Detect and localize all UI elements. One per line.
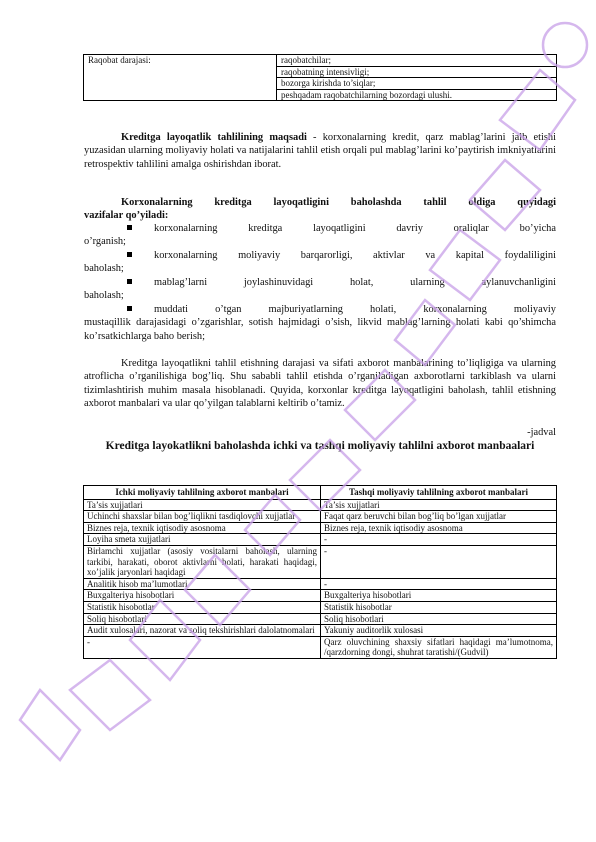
bullet-text: muddati o’tgan majburiyatlarning holati, korxonalarning moliyaviy <box>154 304 556 315</box>
table-row <box>84 545 557 578</box>
paragraph-purpose <box>84 131 556 171</box>
bullet-item <box>84 249 556 276</box>
competition-label: Raqobat darajasi: <box>84 55 277 101</box>
table-title: Kreditga layokatlikni baholashda ichki va tashqi moliyaviy tahlilni axborot manbaalari <box>105 440 535 452</box>
sources-table <box>83 485 557 659</box>
table-row <box>84 590 557 602</box>
internal-source-cell: Birlamchi xujjatlar (asosiy vositalarni baholash, ularning tarkibi, harakati, oborot aktivlarni holati, harakati haqidagi, xo’jalik jaryonlari haqidagi <box>84 545 321 578</box>
bullet-text-cont: o’rganish; <box>84 236 126 248</box>
tasks-heading-line1: Korxonalarning kreditga layoqatligini baholashda tahlil oldiga quyidagi <box>121 197 556 208</box>
bullet-item <box>84 276 556 303</box>
external-source-cell: Soliq hisobotlari <box>321 613 557 625</box>
competition-item: raqobatchilar; <box>277 55 557 67</box>
internal-source-cell: Buxgalteriya hisobotlari <box>84 590 321 602</box>
header-internal: Ichki moliyaviy tahlilning axborot manbalari <box>84 486 321 500</box>
external-source-cell: Qarz oluvchining shaxsiy sifatlari haqidagi ma’lumotnoma, /qarzdorning dongi, shuhrat taratishi/(Gudvil) <box>321 636 557 658</box>
square-bullet-icon <box>127 252 132 257</box>
bullet-text: korxonalarning moliyaviy barqarorligi, aktivlar va kapital foydaliligini <box>154 250 556 261</box>
table-row <box>84 534 557 546</box>
bullet-item <box>84 303 556 343</box>
square-bullet-icon <box>127 279 132 284</box>
competition-table <box>83 54 557 101</box>
external-source-cell: - <box>321 534 557 546</box>
internal-source-cell: Audit xulosalari, nazorat va soliq tekshirishlari dalolatnomalari <box>84 625 321 637</box>
header-external: Tashqi moliyaviy tahlilning axborot manbalari <box>321 486 557 500</box>
bullet-text-cont: mustaqillik darajasidagi o’zgarishlar, sotish hajmidagi o’sish, likvid mablag’larning holati kabi qo’shimcha ko’rsatkichlarga baho berish; <box>84 317 556 342</box>
table-row <box>84 499 557 511</box>
internal-source-cell: Soliq hisobotlari <box>84 613 321 625</box>
external-source-cell: Statistik hisobotlar <box>321 601 557 613</box>
internal-source-cell: Ta’sis xujjatlari <box>84 499 321 511</box>
internal-source-cell: Analitik hisob ma’lumotlari <box>84 578 321 590</box>
bullet-text: mablag’larni joylashinuvidagi holat, ularning aylanuvchanligini <box>154 277 556 288</box>
external-source-cell: Biznes reja, texnik iqtisodiy asosnoma <box>321 522 557 534</box>
table-row <box>84 625 557 637</box>
external-source-cell: Yakuniy auditorlik xulosasi <box>321 625 557 637</box>
bullet-text-cont: baholash; <box>84 290 124 302</box>
table-row <box>84 522 557 534</box>
square-bullet-icon <box>127 306 132 311</box>
internal-source-cell: - <box>84 636 321 658</box>
paragraph-info-sources: Kreditga layoqatlikni tahlil etishning darajasi va sifati axborot manbalarining to’liqligiga va ularning atroflicha o’rganilishiga bog’liq. Shu sababli tahlil etishda o’rganiladigan axborotlarni tarkiblash va ularni tizimlashtirish muhim masala hisoblanadi. Quyida, korxonlar kreditga layoqatligini baholash, tahlil etishning axborot manbalari va ular qo’yilgan talablarni keltirib o’tamiz. <box>84 358 556 409</box>
competition-item: raqobatning intensivligi; <box>277 66 557 78</box>
table-row <box>84 601 557 613</box>
external-source-cell: Faqat qarz beruvchi bilan bog’liq bo’lgan xujjatlar <box>321 511 557 523</box>
bullet-text-cont: baholash; <box>84 263 124 275</box>
purpose-heading: Kreditga layoqatlik tahlilining maqsadi <box>121 132 307 143</box>
internal-source-cell: Statistik hisobotlar <box>84 601 321 613</box>
table-row <box>84 636 557 658</box>
external-source-cell: - <box>321 545 557 578</box>
external-source-cell: Buxgalteriya hisobotlari <box>321 590 557 602</box>
table-row <box>84 578 557 590</box>
competition-item: bozorga kirishda to’siqlar; <box>277 78 557 90</box>
external-source-cell: Ta’sis xujjatlari <box>321 499 557 511</box>
table-row <box>84 613 557 625</box>
external-source-cell: - <box>321 578 557 590</box>
tasks-heading-line2: vazifalar qo’yiladi: <box>84 210 169 222</box>
internal-source-cell: Biznes reja, texnik iqtisodiy asosnoma <box>84 522 321 534</box>
competition-item: peshqadam raqobatchilarning bozordagi ulushi. <box>277 89 557 101</box>
bullet-item <box>84 222 556 249</box>
internal-source-cell: Loyiha smeta xujjatlari <box>84 534 321 546</box>
paragraph-tasks-heading <box>84 196 556 223</box>
table-row <box>84 511 557 523</box>
purpose-text: - korxonalarning kredit, qarz mablag’larini jalb etishi yuzasidan ularning moliyaviy holati va natijalarini tahlil etish orqali pul mablag’larini ko’paytirish imkniyatlarini retrospektiv tahlilini amalga oshirishdan iborat. <box>84 132 556 170</box>
bullet-text: korxonalarning kreditga layoqatligini davriy oraliqlar bo’yicha <box>154 223 556 234</box>
square-bullet-icon <box>127 225 132 230</box>
internal-source-cell: Uchinchi shaxslar bilan bog’liqlikni tasdiqlovchi xujjatlar <box>84 511 321 523</box>
table-number-label: -jadval <box>527 427 556 438</box>
